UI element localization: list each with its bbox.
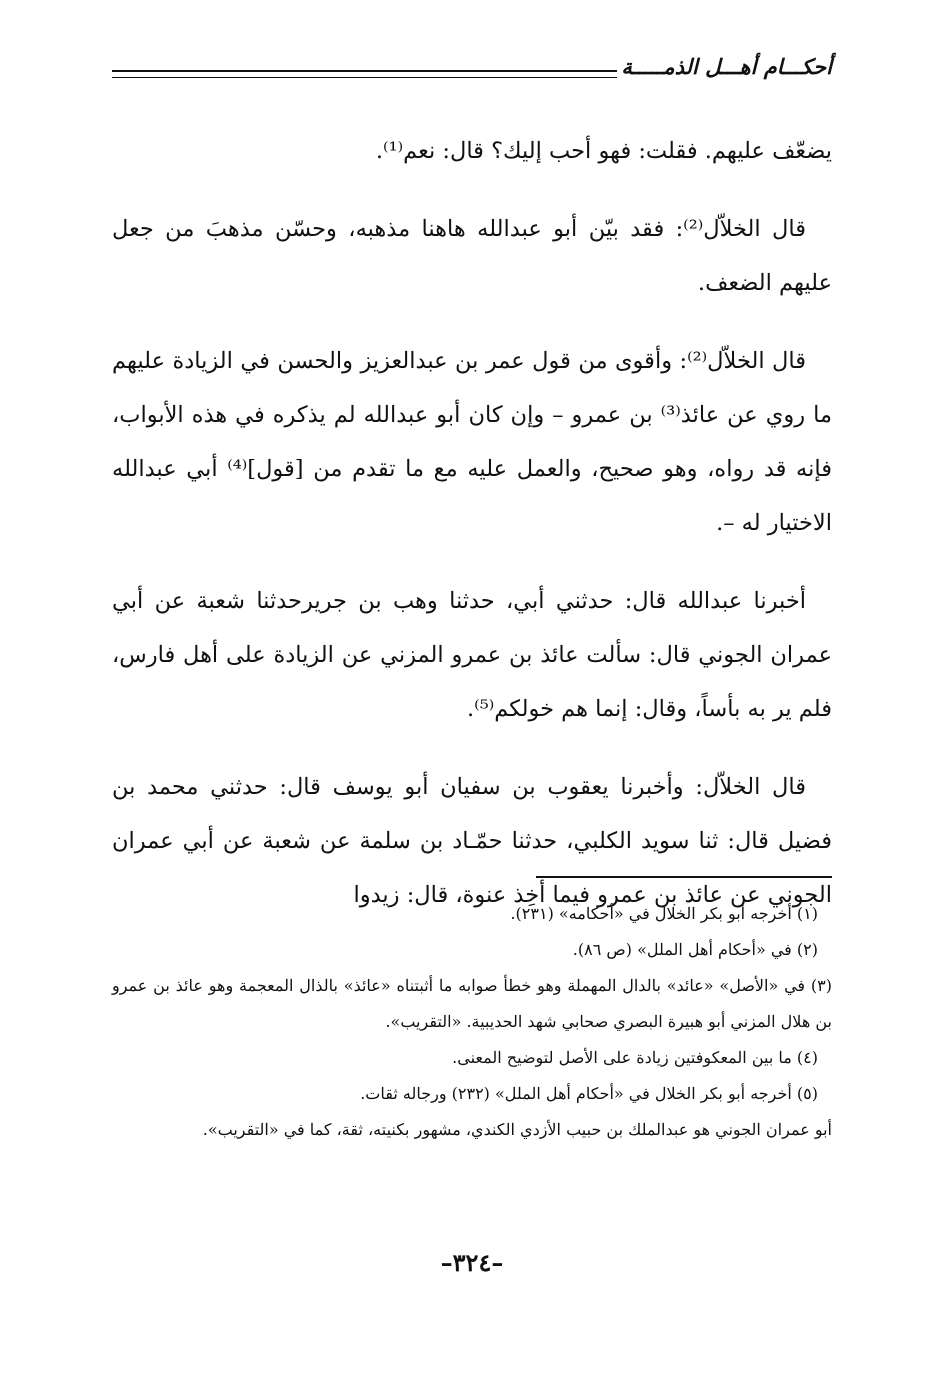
- main-text: [112, 124, 832, 946]
- footnote-5-note: أبو عمران الجوني هو عبدالملك بن حبيب الأزدي الكندي، مشهور بكنيته، ثقة، كما في «التقريب».: [202, 1120, 832, 1139]
- footnote-separator: [536, 876, 832, 878]
- paragraph-2: قال الخلاّل⁽²⁾: فقد بيّن أبو عبدالله هاهنا مذهبه، وحسّن مذهبَ من جعل عليهم الضعف.: [112, 216, 832, 296]
- footnote-5: (٥) أخرجه أبو بكر الخلال في «أحكام أهل الملل» (٢٣٢) ورجاله ثقات.: [360, 1084, 818, 1103]
- header-double-rule: [112, 70, 617, 78]
- paragraph-3: قال الخلاّل⁽²⁾: وأقوى من قول عمر بن عبدالعزيز والحسن في الزيادة عليهم ما روي عن عائذ⁽³⁾ بن عمرو – وإن كان أبو عبدالله لم يذكره في هذه الأبواب، فإنه قد رواه، وهو صحيح، والعمل عليه مع ما تقدم من [قول]⁽⁴⁾ أبي عبدالله الاختيار له –.: [112, 348, 833, 536]
- running-header: أحكـــام أهـــل الذمـــــة: [621, 54, 832, 79]
- paragraph-4: أخبرنا عبدالله قال: حدثني أبي، حدثنا وهب بن جريرحدثنا شعبة عن أبي عمران الجوني قال: سألت عائذ بن عمرو المزني عن الزيادة على أهل فارس، فلم ير به بأساً، وقال: إنما هم خولكم⁽⁵⁾.: [112, 588, 832, 722]
- footnote-3: (٣) في «الأصل» «عائد» بالدال المهملة وهو خطأ صوابه ما أثبتناه «عائذ» بالذال المعجمة وهو عائذ بن عمرو بن هلال المزني أبو هبيرة البصري صحابي شهد الحديبية. «التقريب».: [112, 976, 832, 1031]
- page-number: –٣٢٤–: [440, 1248, 504, 1277]
- paragraph-5: قال الخلاّل: وأخبرنا يعقوب بن سفيان أبو يوسف قال: حدثني محمد بن فضيل قال: ثنا سويد الكلبي، حدثنا حمّـاد بن سلمة عن شعبة عن أبي عمران الجوني عن عائذ بن عمرو فيما أخِذ عنوة، قال: زيدوا: [112, 774, 832, 908]
- book-page: [112, 48, 832, 1348]
- footnote-1: (١) أخرجه أبو بكر الخلال في «أحكامه» (٢٣١).: [510, 904, 818, 923]
- footnote-2: (٢) في «أحكام أهل الملل» (ص ٨٦).: [572, 940, 818, 959]
- paragraph-1: يضعّف عليهم. فقلت: فهو أحب إليك؟ قال: نعم⁽¹⁾.: [375, 138, 832, 164]
- footnotes: [112, 896, 832, 1148]
- footnote-4: (٤) ما بين المعكوفتين زيادة على الأصل لتوضيح المعنى.: [452, 1048, 818, 1067]
